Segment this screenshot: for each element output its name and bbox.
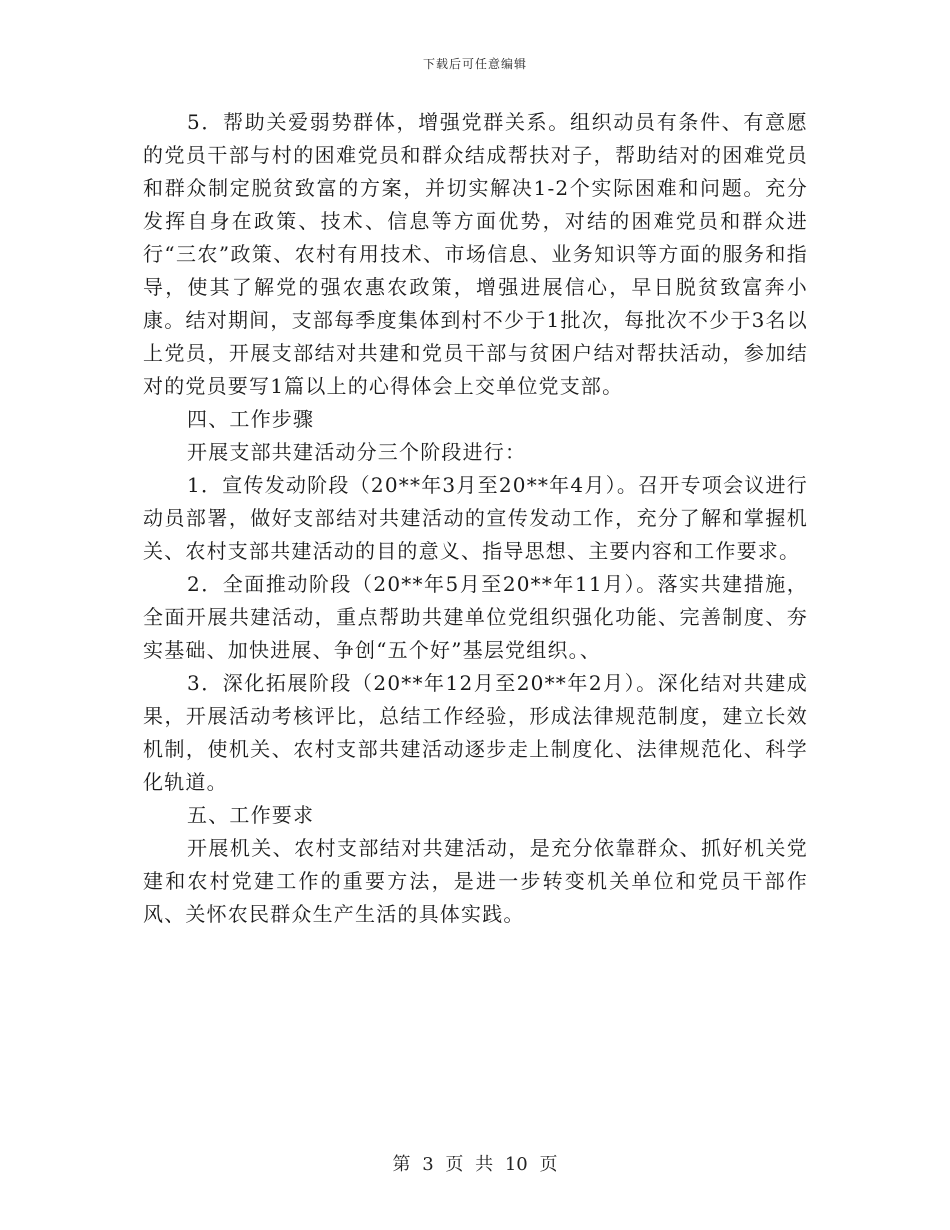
document-body xyxy=(143,106,808,931)
paragraph-stage-2: 2．全面推动阶段（20**年5月至20**年11月）。落实共建措施，全面开展共建活动，重点帮助共建单位党组织强化功能、完善制度、夯实基础、加快进展、争创“五个好”基层党组织。、 xyxy=(143,572,808,662)
section-heading-work-steps: 四、工作步骤 xyxy=(187,407,315,431)
paragraph-stage-1: 1．宣传发动阶段（20**年3月至20**年4月）。召开专项会议进行动员部署，做好支部结对共建活动的宣传发动工作，充分了解和掌握机关、农村支部共建活动的目的意义、指导思想、主要内容和工作要求。 xyxy=(143,473,808,563)
download-note: 下载后可任意编辑 xyxy=(422,57,527,71)
paragraph-help-vulnerable: 5．帮助关爱弱势群体，增强党群关系。组织动员有条件、有意愿的党员干部与村的困难党员和群众结成帮扶对子，帮助结对的困难党员和群众制定脱贫致富的方案，并切实解决1-2个实际困难和问题。充分发挥自身在政策、技术、信息等方面优势，对结的困难党员和群众进行“三农”政策、农村有用技术、市场信息、业务知识等方面的服务和指导，使其了解党的强农惠农政策，增强进展信心，早日脱贫致富奔小康。结对期间，支部每季度集体到村不少于1批次，每批次不少于3名以上党员，开展支部结对共建和党员干部与贫困户结对帮扶活动，参加结对的党员要写1篇以上的心得体会上交单位党支部。 xyxy=(143,110,808,398)
paragraph-requirements: 开展机关、农村支部结对共建活动，是充分依靠群众、抓好机关党建和农村党建工作的重要方法，是进一步转变机关单位和党员干部作风、关怀农民群众生产生活的具体实践。 xyxy=(143,836,808,926)
section-heading-work-requirements: 五、工作要求 xyxy=(187,803,315,827)
page-number: 第 3 页 共 10 页 xyxy=(392,1154,558,1175)
paragraph-stage-3: 3．深化拓展阶段（20**年12月至20**年2月）。深化结对共建成果，开展活动考核评比，总结工作经验，形成法律规范制度，建立长效机制，使机关、农村支部共建活动逐步走上制度化、法律规范化、科学化轨道。 xyxy=(143,671,808,794)
paragraph-three-stages: 开展支部共建活动分三个阶段进行： xyxy=(187,440,527,464)
